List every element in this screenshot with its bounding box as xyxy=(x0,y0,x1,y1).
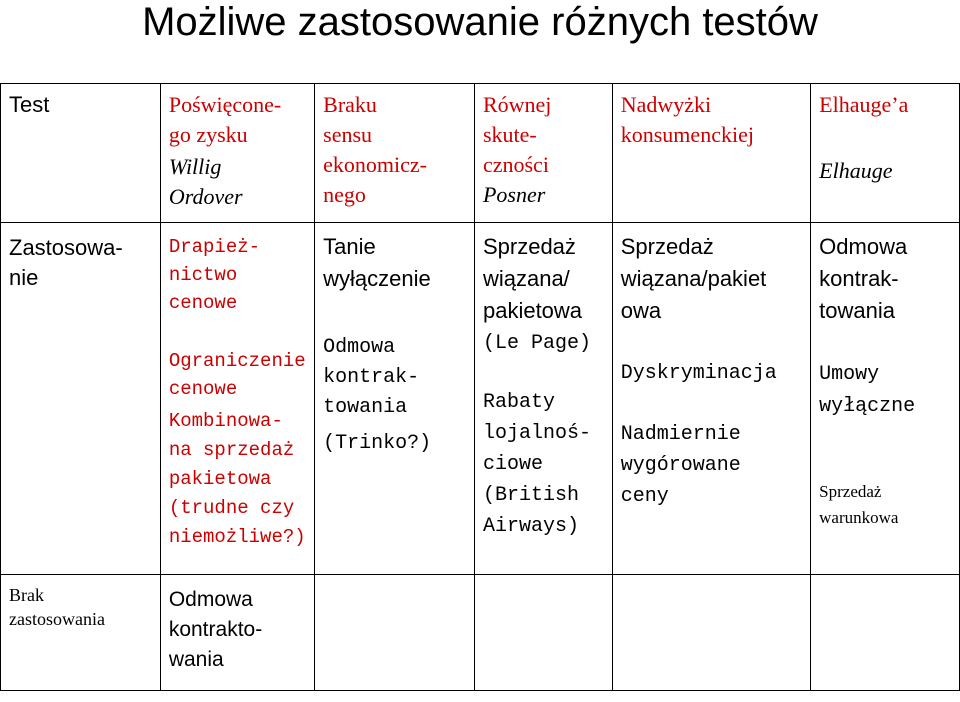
cell-text-a: (Le Page) xyxy=(482,331,591,355)
header-col-elhauge xyxy=(811,84,960,223)
cell-text-b: (Trinko?) xyxy=(323,431,432,455)
header-row xyxy=(1,84,960,223)
application-row xyxy=(1,223,960,329)
cell-noapp-4 xyxy=(612,575,810,691)
col-author: Posner xyxy=(482,182,546,207)
header-col-equal-efficiency xyxy=(474,84,612,223)
header-label-cell xyxy=(1,84,161,223)
cell-app2-1 xyxy=(160,329,314,575)
cell-app2-2 xyxy=(315,329,475,575)
application-row-2 xyxy=(1,329,960,575)
cell-text: Sprzedaż wiązana/pakiet owa xyxy=(620,234,767,323)
cell-text: Drapież- nictwo cenowe xyxy=(168,236,261,314)
row-label: Brak zastosowania xyxy=(9,585,105,629)
cell-noapp-2 xyxy=(315,575,475,691)
col-author: Elhauge xyxy=(819,158,893,183)
col-name: Nadwyżki konsumenckiej xyxy=(620,92,754,147)
cell-text: Odmowa kontrak- towania xyxy=(819,234,908,323)
header-label: Test xyxy=(9,92,50,117)
cell-app-4 xyxy=(612,223,810,329)
cell-app-1 xyxy=(160,223,314,329)
cell-text-a: Odmowa kontrak- towania xyxy=(323,335,420,419)
cell-app-5 xyxy=(811,223,960,329)
cell-app2-3 xyxy=(474,329,612,575)
row-label-no-application xyxy=(1,575,161,691)
cell-noapp-1 xyxy=(160,575,314,691)
cell-text-b: Nadmiernie wygórowane ceny xyxy=(620,422,741,508)
cell-noapp-5 xyxy=(811,575,960,691)
cell-text: Tanie wyłączenie xyxy=(323,234,431,291)
page-title: Możliwe zastosowanie różnych testów xyxy=(142,0,818,44)
cell-text-a: Ograniczenie cenowe xyxy=(168,349,306,400)
cell-text: Sprzedaż wiązana/ pakietowa xyxy=(482,234,583,323)
cell-app2-5 xyxy=(811,329,960,575)
col-name: Poświęcone- go zysku xyxy=(168,92,282,147)
col-name: Braku sensu xyxy=(323,92,377,147)
cell-text-a: Dyskryminacja xyxy=(620,361,777,385)
tests-table xyxy=(0,83,960,691)
no-application-row xyxy=(1,575,960,691)
cell-text-b: Kombinowa- na sprzedaż pakietowa (trudne czy niemożliwe?) xyxy=(168,409,306,548)
cell-app-2 xyxy=(315,223,475,329)
col-name: Równej skute- czności xyxy=(482,92,552,177)
header-col-no-economic-sense xyxy=(315,84,475,223)
cell-text: Odmowa kontrakto- wania xyxy=(168,588,263,671)
cell-app-3 xyxy=(474,223,612,329)
cell-app2-4 xyxy=(612,329,810,575)
header-col-consumer-surplus xyxy=(612,84,810,223)
cell-text-b: Rabaty lojalnoś- ciowe (British Airways) xyxy=(482,390,591,538)
col-name: Elhauge’a xyxy=(819,92,909,117)
cell-noapp-3 xyxy=(474,575,612,691)
cell-text-b: Sprzedaż warunkowa xyxy=(819,481,899,527)
row-label: Zastosowa- nie xyxy=(9,235,123,290)
cell-text-a: Umowy wyłączne xyxy=(819,362,916,418)
col-name-2: ekonomicz- nego xyxy=(323,152,427,207)
row-label-application-cont xyxy=(1,329,161,575)
row-label-application xyxy=(1,223,161,329)
header-col-sacrificed-profit xyxy=(160,84,314,223)
col-author: Willig Ordover xyxy=(168,154,243,209)
